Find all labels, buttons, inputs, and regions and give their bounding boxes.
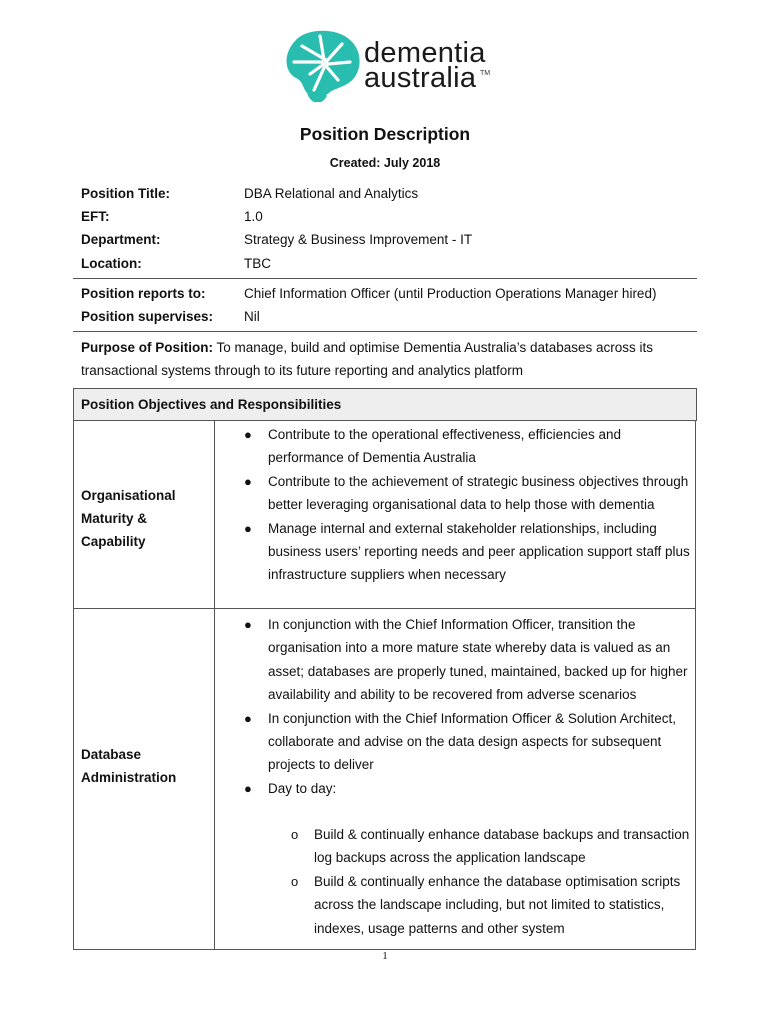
- logo-word-dementia: dementia: [364, 37, 486, 69]
- hollow-bullet-icon: o: [291, 827, 299, 842]
- list-item: ● Day to day:: [214, 777, 692, 800]
- list-item: ● Contribute to the achievement of strategic business objectives through better leveraging organisational data to help those with dementia: [214, 470, 692, 517]
- field-value-department: Strategy & Business Improvement - IT: [244, 232, 473, 247]
- list-item: ● In conjunction with the Chief Information Officer & Solution Architect, collaborate and advise on the data design aspects for subsequent projects to deliver: [214, 707, 692, 777]
- field-value-reports-to: Chief Information Officer (until Production Operations Manager hired): [244, 286, 657, 301]
- page-number: 1: [382, 950, 388, 962]
- section-label-organisational-maturity: Organisational Maturity & Capability: [81, 488, 176, 549]
- hollow-bullet-icon: o: [291, 873, 299, 889]
- bullet-icon: ●: [244, 780, 252, 796]
- section-label-database-administration: Database Administration: [81, 747, 177, 785]
- table-header: [73, 388, 697, 421]
- logo-trademark: TM: [480, 70, 491, 77]
- bullet-list: [214, 613, 692, 800]
- field-label-supervises: Position supervises:: [81, 309, 214, 324]
- list-item: ● In conjunction with the Chief Information Officer, transition the organisation into a more mature state whereby data is valued as an asset; databases are properly tuned, maintained, backed up for higher availability and ability to be recovered from adverse scenarios: [214, 613, 692, 707]
- bullet-icon: ●: [244, 520, 252, 536]
- logo-word-australia: australia: [364, 62, 477, 94]
- divider: [73, 331, 697, 332]
- field-value-eft: 1.0: [244, 209, 263, 224]
- field-label-position-title: Position Title:: [81, 186, 171, 201]
- dementia-australia-logo: [280, 30, 500, 102]
- bullet-list: [214, 423, 692, 587]
- section-content-cell: [214, 609, 696, 950]
- section-content-cell: [214, 420, 696, 609]
- field-label-location: Location:: [81, 256, 142, 271]
- sub-list-item: o Build & continually enhance the database optimisation scripts across the landscape including, but not limited to statistics, indexes, usage patterns and other system: [214, 870, 692, 940]
- field-label-eft: EFT:: [81, 209, 110, 224]
- sub-list-item: o Build & continually enhance database backups and transaction log backups across the application landscape: [214, 823, 692, 870]
- bullet-icon: ●: [244, 710, 252, 726]
- bullet-icon: ●: [244, 427, 252, 442]
- field-value-position-title: DBA Relational and Analytics: [244, 186, 419, 201]
- sub-bullet-list: [214, 823, 692, 940]
- table-heading: Position Objectives and Responsibilities: [81, 397, 342, 412]
- list-item: ● Contribute to the operational effectiveness, efficiencies and performance of Dementia Australia: [214, 423, 692, 470]
- purpose-label: Purpose of Position:: [81, 340, 214, 355]
- document-title: Position Description: [299, 124, 471, 144]
- field-label-department: Department:: [81, 232, 161, 247]
- field-value-location: TBC: [244, 256, 271, 271]
- list-item: ● Manage internal and external stakeholder relationships, including business users’ reporting needs and peer application support staff plus infrastructure suppliers when necessary: [214, 517, 692, 587]
- brain-logo-icon: [280, 30, 362, 102]
- section-label-cell: [73, 609, 215, 950]
- divider: [73, 278, 697, 279]
- field-value-supervises: Nil: [244, 309, 260, 324]
- field-label-reports-to: Position reports to:: [81, 286, 206, 301]
- purpose-text: To manage, build and optimise Dementia Australia’s databases across its transactional systems through to its future reporting and analytics platform: [81, 340, 654, 378]
- created-date: Created: July 2018: [329, 156, 441, 170]
- section-label-cell: [73, 420, 215, 609]
- bullet-icon: ●: [244, 617, 252, 632]
- bullet-icon: ●: [244, 473, 252, 489]
- purpose-of-position: [81, 336, 696, 382]
- responsibilities-table: [73, 388, 697, 949]
